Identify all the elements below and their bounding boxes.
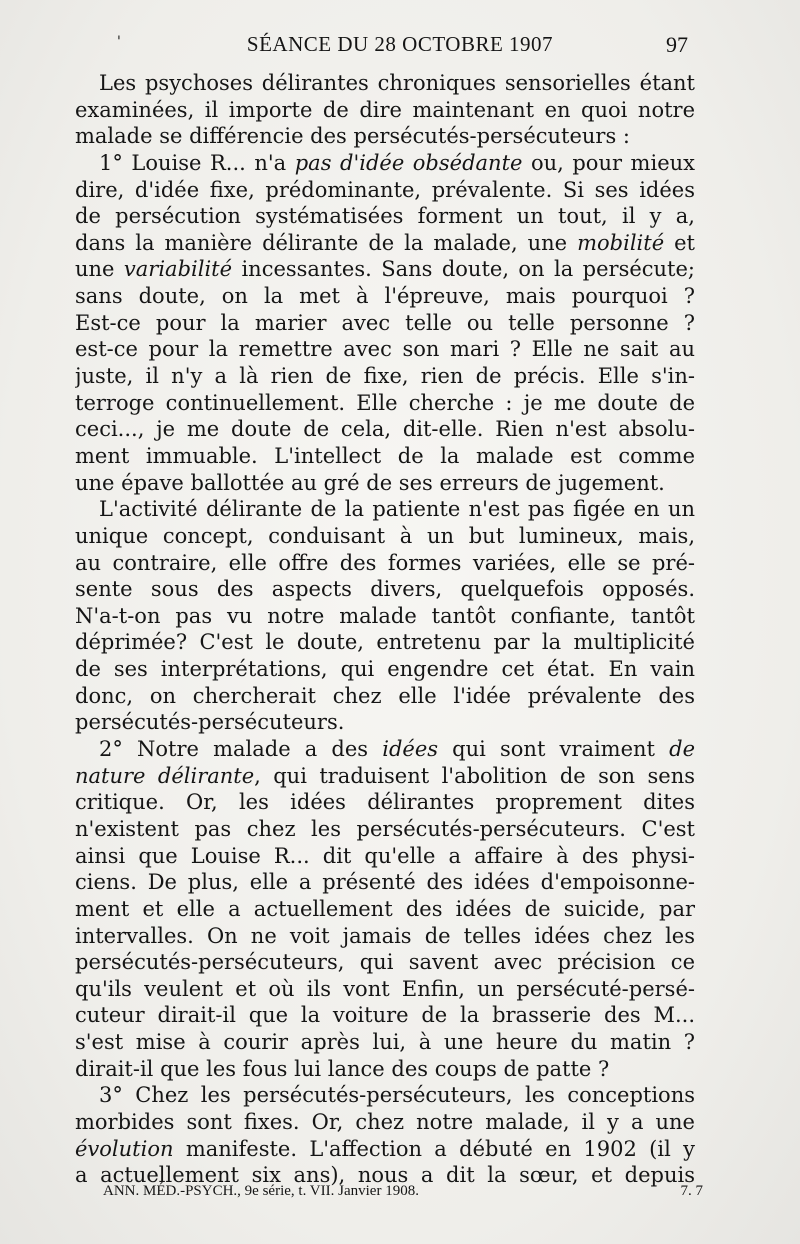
text-line	[75, 736, 695, 763]
text-segment: une	[75, 257, 124, 282]
text-line	[75, 150, 695, 177]
text-line: n'existent pas chez les persécutés-persécuteurs. C'est	[75, 816, 695, 841]
italic-text: mobilité	[577, 230, 665, 255]
text-line: malade se différencie des persécutés-persécuteurs :	[75, 124, 630, 149]
text-line	[75, 230, 695, 257]
text-line: s'est mise à courir après lui, à une heure du matin ?	[75, 1030, 695, 1055]
italic-text: variabilité	[123, 257, 233, 282]
text-segment: manifeste. L'affection a débuté en 1902 (il y	[173, 1136, 695, 1161]
text-line	[75, 256, 695, 283]
text-segment: 1° Louise R... n'a	[99, 150, 295, 175]
text-line: critique. Or, les idées délirantes proprement dites	[75, 790, 695, 815]
italic-text: pas d'idée obsédante	[294, 150, 523, 175]
running-header	[0, 30, 800, 62]
text-line: sans doute, on la met à l'épreuve, mais pourquoi ?	[75, 284, 695, 309]
text-line: ceci..., je me doute de cela, dit-elle. Rien n'est absolu-	[75, 417, 695, 442]
footer-journal: ANN. MÉD.-PSYCH., 9e série, t. VII. Janvier 1908.	[103, 1183, 419, 1199]
text-line: persécutés-persécuteurs, qui savent avec précision ce	[75, 950, 695, 975]
text-line: intervalles. On ne voit jamais de telles idées chez les	[75, 923, 695, 948]
text-line: une épave ballottée au gré de ses erreurs de jugement.	[75, 470, 665, 495]
text-line: a actuellement six ans), nous a dit la sœur, et depuis	[75, 1163, 695, 1188]
text-line: unique concept, conduisant à un but lumineux, mais,	[75, 523, 695, 548]
text-line: 3° Chez les persécutés-persécuteurs, les conceptions	[99, 1083, 695, 1108]
header-title: SÉANCE DU 28 OCTOBRE 1907	[246, 32, 554, 56]
text-segment: qui sont vraiment	[438, 737, 670, 762]
text-line: dirait-il que les fous lui lance des coups de patte ?	[75, 1056, 610, 1081]
text-segment: , qui traduisent l'abolition de son sens	[254, 763, 695, 788]
text-segment: et	[664, 230, 695, 255]
text-line: terroge continuellement. Elle cherche : je me doute de	[75, 390, 695, 415]
text-line: cuteur dirait-il que la voiture de la brasserie des M...	[75, 1003, 695, 1028]
text-line: juste, il n'y a là rien de fixe, rien de précis. Elle s'in-	[75, 364, 695, 389]
text-line: au contraire, elle offre des formes variées, elle se pré-	[75, 550, 695, 575]
footer	[103, 1183, 703, 1200]
italic-text: de	[669, 737, 695, 762]
text-line: déprimée? C'est le doute, entretenu par la multiplicité	[75, 630, 695, 655]
text-line: L'activité délirante de la patiente n'est pas figée en un	[99, 497, 695, 522]
text-line: ciens. De plus, elle a présenté des idées d'empoisonne-	[75, 870, 695, 895]
text-line: Est-ce pour la marier avec telle ou telle personne ?	[75, 310, 695, 335]
text-line: ment et elle a actuellement des idées de suicide, par	[75, 896, 695, 921]
text-line: sente sous des aspects divers, quelquefois opposés.	[75, 577, 695, 602]
text-line: Les psychoses délirantes chroniques sensorielles étant	[99, 71, 695, 95]
header-mark: '	[117, 34, 121, 50]
text-line	[75, 763, 695, 790]
text-line: donc, on chercherait chez elle l'idée prévalente des	[75, 683, 695, 708]
text-line: ainsi que Louise R... dit qu'elle a affaire à des physi-	[75, 843, 695, 868]
text-line: est-ce pour la remettre avec son mari ? Elle ne sait au	[75, 337, 695, 362]
text-line: de ses interprétations, qui engendre cet état. En vain	[75, 657, 695, 682]
text-segment: 2° Notre malade a des	[99, 737, 383, 762]
italic-text: évolution	[75, 1136, 174, 1161]
footer-signature: 7. 7	[680, 1183, 703, 1199]
body-text	[75, 70, 695, 1189]
italic-text: nature délirante	[75, 763, 255, 788]
page-number: 97	[666, 32, 688, 57]
text-line: N'a-t-on pas vu notre malade tantôt confiante, tantôt	[75, 603, 695, 628]
text-line	[75, 1136, 695, 1163]
text-line: persécutés-persécuteurs.	[75, 710, 345, 735]
text-line: ment immuable. L'intellect de la malade est comme	[75, 443, 695, 468]
text-segment: dans la manière délirante de la malade, une	[75, 230, 578, 255]
text-line: qu'ils veulent et où ils vont Enfin, un persécuté-persé-	[75, 976, 695, 1001]
text-line: de persécution systématisées forment un tout, il y a,	[75, 204, 695, 229]
italic-text: idées	[382, 737, 439, 762]
text-segment: incessantes. Sans doute, on la persécute;	[232, 257, 695, 282]
text-segment: ou, pour mieux	[522, 150, 695, 175]
text-line: dire, d'idée fixe, prédominante, prévalente. Si ses idées	[75, 177, 695, 202]
text-line: examinées, il importe de dire maintenant en quoi notre	[75, 97, 695, 122]
text-line: morbides sont fixes. Or, chez notre malade, il y a une	[75, 1109, 695, 1134]
